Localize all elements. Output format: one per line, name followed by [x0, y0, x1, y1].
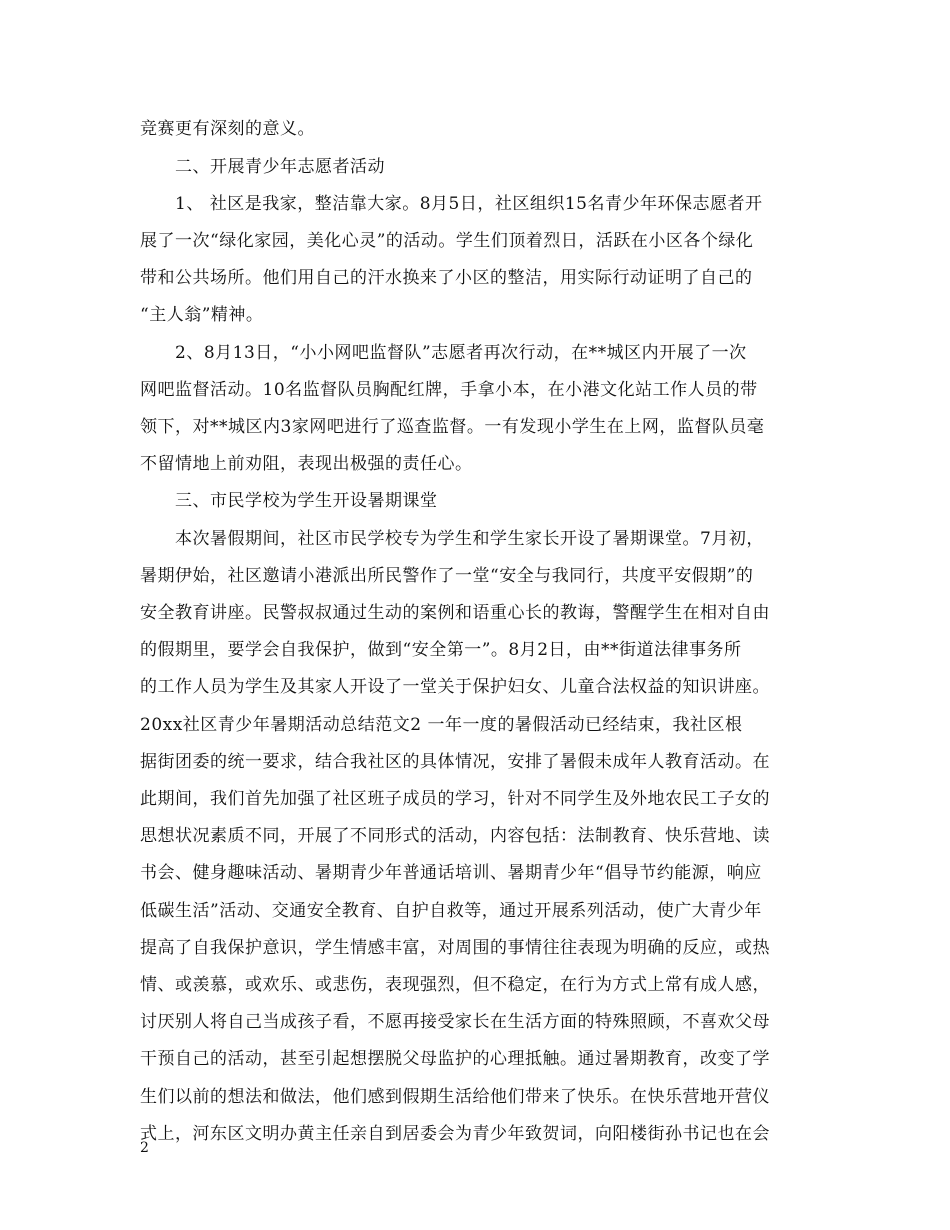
text-line: 安全教育讲座。民警叔叔通过生动的案例和语重心长的教诲，警醒学生在相对自由 — [140, 603, 770, 623]
text-line: 据街团委的统一要求，结合我社区的具体情况，安排了暑假未成年人教育活动。在 — [140, 752, 770, 772]
text-line: 干预自己的活动，甚至引起想摆脱父母监护的心理抵触。通过暑期教育，改变了学 — [140, 1049, 770, 1069]
text-line: 讨厌别人将自己当成孩子看，不愿再接受家长在生活方面的特殊照顾，不喜欢父母 — [140, 1012, 770, 1032]
text-line: 情、或羡慕，或欢乐、或悲伤，表现强烈，但不稳定，在行为方式上常有成人感， — [140, 975, 770, 995]
section-heading: 二、开展青少年志愿者活动 — [175, 157, 385, 177]
text-line: 生们以前的想法和做法，他们感到假期生活给他们带来了快乐。在快乐营地开营仪 — [140, 1087, 770, 1107]
text-line: 本次暑假期间，社区市民学校专为学生和学生家长开设了暑期课堂。7月初， — [175, 529, 764, 549]
page-number: 2 — [140, 1140, 149, 1156]
text-line: 此期间，我们首先加强了社区班子成员的学习，针对不同学生及外地农民工子女的 — [140, 789, 770, 809]
text-line: 的工作人员为学生及其家人开设了一堂关于保护妇女、儿童合法权益的知识讲座。 — [140, 677, 770, 697]
text-line: 2、8月13日，“小小网吧监督队”志愿者再次行动，在**城区内开展了一次 — [175, 343, 747, 363]
section-heading: 三、市民学校为学生开设暑期课堂 — [175, 491, 438, 511]
text-line: 低碳生活”活动、交通安全教育、自护自救等，通过开展系列活动，使广大青少年 — [140, 901, 762, 921]
text-line: 1、 社区是我家，整洁靠大家。8月5日，社区组织15名青少年环保志愿者开 — [175, 194, 763, 214]
text-line: 书会、健身趣味活动、暑期青少年普通话培训、暑期青少年“倡导节约能源，响应 — [140, 863, 762, 883]
text-line: “主人翁”精神。 — [140, 305, 264, 325]
text-line: 的假期里，要学会自我保护，做到“安全第一”。8月2日，由**街道法律事务所 — [140, 640, 742, 660]
text-line: 20xx社区青少年暑期活动总结范文2 一年一度的暑假活动已经结束，我社区根 — [140, 715, 743, 735]
text-line: 思想状况素质不同，开展了不同形式的活动，内容包括：法制教育、快乐营地、读 — [140, 826, 770, 846]
text-line: 式上，河东区文明办黄主任亲自到居委会为青少年致贺词，向阳楼街孙书记也在会 — [140, 1124, 770, 1144]
text-line: 提高了自我保护意识，学生情感丰富，对周围的事情往往表现为明确的反应，或热 — [140, 938, 770, 958]
text-line: 竞赛更有深刻的意义。 — [140, 119, 315, 139]
text-line: 不留情地上前劝阻，表现出极强的责任心。 — [140, 454, 473, 474]
text-line: 领下，对**城区内3家网吧进行了巡查监督。一有发现小学生在上网，监督队员毫 — [140, 417, 765, 437]
text-line: 带和公共场所。他们用自己的汗水换来了小区的整洁，用实际行动证明了自己的 — [140, 268, 753, 288]
text-line: 展了一次“绿化家园，美化心灵”的活动。学生们顶着烈日，活跃在小区各个绿化 — [140, 231, 754, 251]
text-line: 网吧监督活动。10名监督队员胸配红牌，手拿小本，在小港文化站工作人员的带 — [140, 380, 758, 400]
text-line: 暑期伊始，社区邀请小港派出所民警作了一堂“安全与我同行，共度平安假期”的 — [140, 566, 754, 586]
